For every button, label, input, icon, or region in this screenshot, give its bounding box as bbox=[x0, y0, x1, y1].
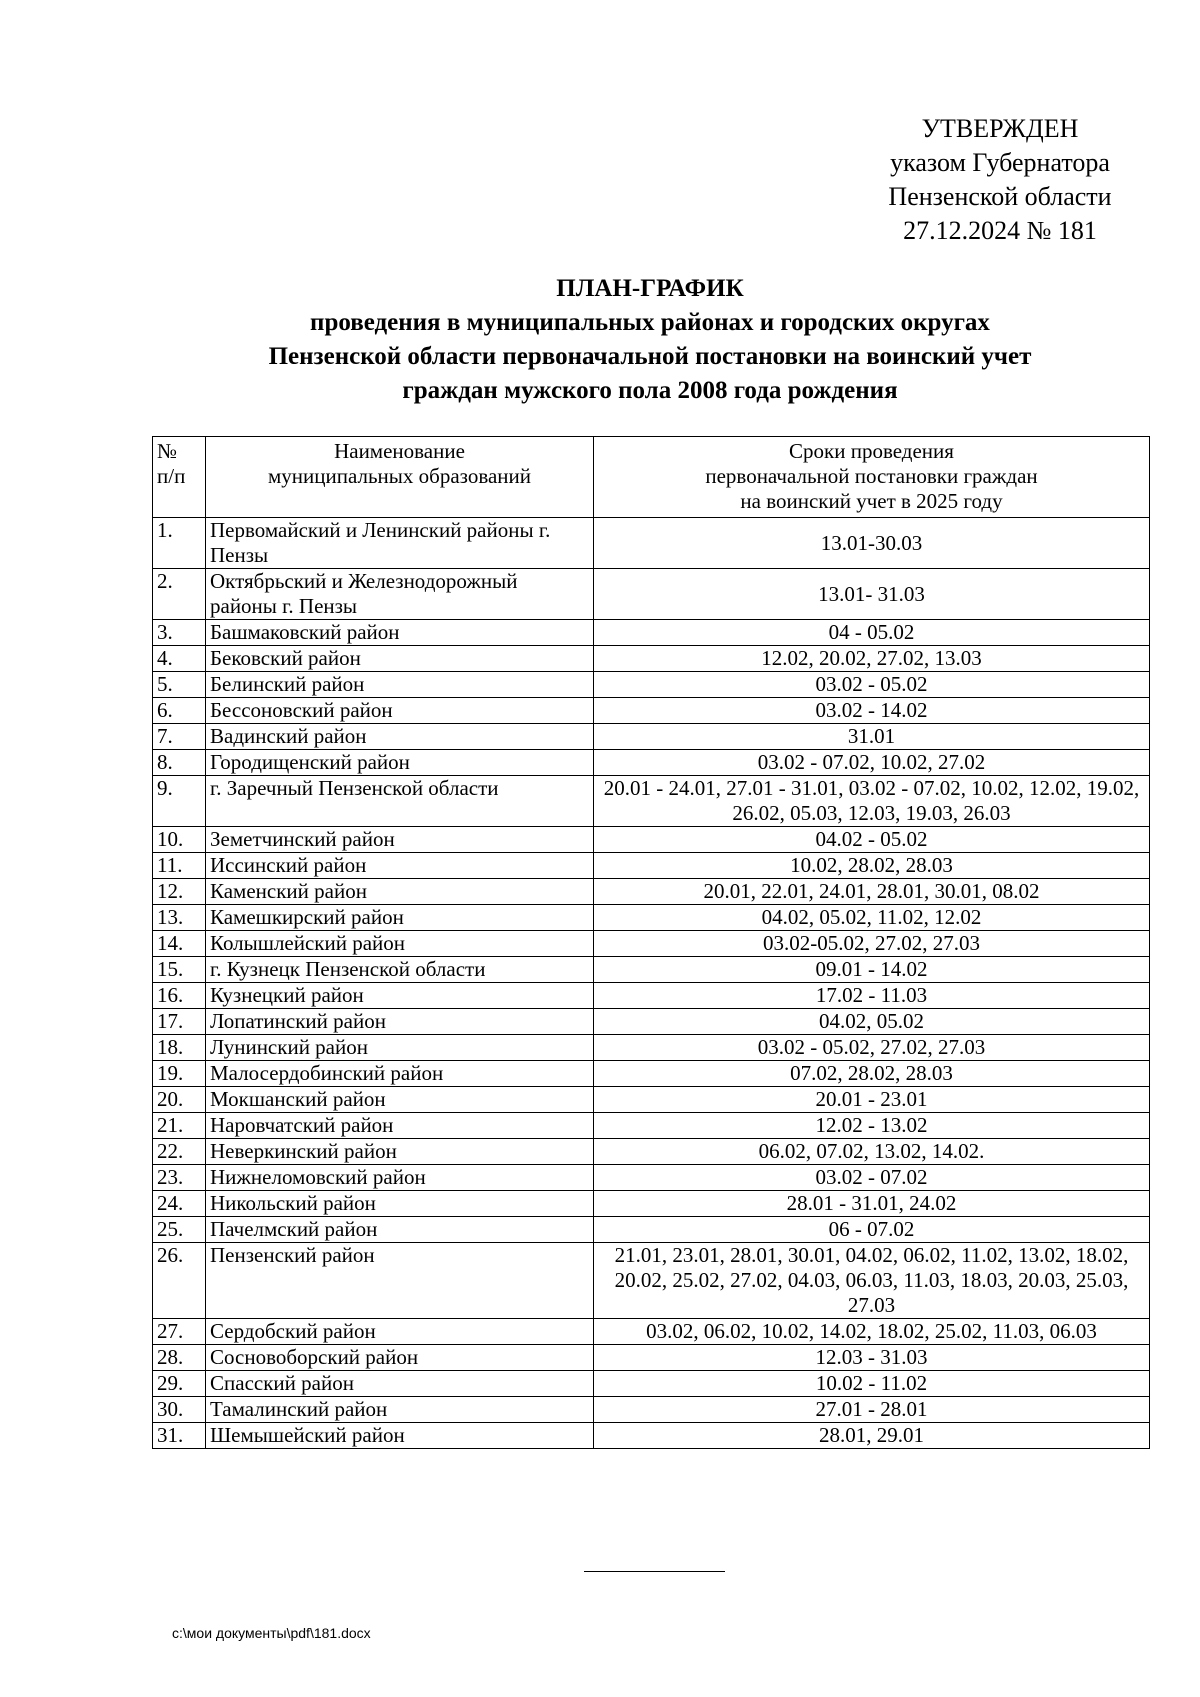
row-municipality: Шемышейский район bbox=[206, 1423, 594, 1449]
row-number: 3. bbox=[153, 620, 206, 646]
row-number: 28. bbox=[153, 1345, 206, 1371]
row-dates: 03.02 - 07.02 bbox=[594, 1165, 1150, 1191]
row-dates: 13.01- 31.03 bbox=[594, 569, 1150, 620]
header-name-line-2: муниципальных образований bbox=[268, 464, 531, 488]
header-dates-line-2: первоначальной постановки граждан bbox=[705, 464, 1038, 488]
row-number: 1. bbox=[153, 518, 206, 569]
row-dates: 07.02, 28.02, 28.03 bbox=[594, 1061, 1150, 1087]
table-row bbox=[153, 879, 1150, 905]
row-number: 7. bbox=[153, 724, 206, 750]
row-dates: 10.02, 28.02, 28.03 bbox=[594, 853, 1150, 879]
row-number: 18. bbox=[153, 1035, 206, 1061]
header-dates bbox=[594, 437, 1150, 518]
row-municipality: г. Заречный Пензенской области bbox=[206, 776, 594, 827]
table-row bbox=[153, 1009, 1150, 1035]
table-row bbox=[153, 827, 1150, 853]
table-row bbox=[153, 776, 1150, 827]
row-municipality: Наровчатский район bbox=[206, 1113, 594, 1139]
row-dates: 04.02, 05.02 bbox=[594, 1009, 1150, 1035]
table-row bbox=[153, 1217, 1150, 1243]
row-municipality: Малосердобинский район bbox=[206, 1061, 594, 1087]
row-municipality: Тамалинский район bbox=[206, 1397, 594, 1423]
row-municipality: Каменский район bbox=[206, 879, 594, 905]
table-row bbox=[153, 1397, 1150, 1423]
row-number: 6. bbox=[153, 698, 206, 724]
approval-date-number: 27.12.2024 № 181 bbox=[903, 216, 1097, 245]
row-dates: 04.02, 05.02, 11.02, 12.02 bbox=[594, 905, 1150, 931]
table-row bbox=[153, 724, 1150, 750]
title-line-3: Пензенской области первоначальной постановки на воинский учет bbox=[268, 343, 1032, 370]
row-municipality: г. Кузнецк Пензенской области bbox=[206, 957, 594, 983]
table-row bbox=[153, 698, 1150, 724]
row-number: 20. bbox=[153, 1087, 206, 1113]
row-municipality: Первомайский и Ленинский районы г. Пензы bbox=[206, 518, 594, 569]
row-municipality: Неверкинский район bbox=[206, 1139, 594, 1165]
table-row bbox=[153, 646, 1150, 672]
title-line-1: ПЛАН-ГРАФИК bbox=[556, 275, 744, 302]
table-row bbox=[153, 1345, 1150, 1371]
schedule-table bbox=[152, 436, 1150, 1449]
row-municipality: Городищенский район bbox=[206, 750, 594, 776]
row-municipality: Кузнецкий район bbox=[206, 983, 594, 1009]
row-dates: 20.01 - 23.01 bbox=[594, 1087, 1150, 1113]
table-row bbox=[153, 569, 1150, 620]
table-row bbox=[153, 750, 1150, 776]
table-row bbox=[153, 1191, 1150, 1217]
row-dates: 12.02 - 13.02 bbox=[594, 1113, 1150, 1139]
row-dates: 03.02 - 07.02, 10.02, 27.02 bbox=[594, 750, 1150, 776]
row-dates: 27.01 - 28.01 bbox=[594, 1397, 1150, 1423]
row-municipality: Никольский район bbox=[206, 1191, 594, 1217]
row-municipality: Сосновоборский район bbox=[206, 1345, 594, 1371]
row-number: 29. bbox=[153, 1371, 206, 1397]
row-municipality: Колышлейский район bbox=[206, 931, 594, 957]
row-dates: 12.02, 20.02, 27.02, 13.03 bbox=[594, 646, 1150, 672]
table-row bbox=[153, 1371, 1150, 1397]
table-row bbox=[153, 853, 1150, 879]
row-number: 30. bbox=[153, 1397, 206, 1423]
row-number: 21. bbox=[153, 1113, 206, 1139]
row-dates: 17.02 - 11.03 bbox=[594, 983, 1150, 1009]
header-name-line-1: Наименование bbox=[334, 439, 465, 463]
row-dates: 06.02, 07.02, 13.02, 14.02. bbox=[594, 1139, 1150, 1165]
row-dates: 04.02 - 05.02 bbox=[594, 827, 1150, 853]
table-row bbox=[153, 518, 1150, 569]
row-dates: 04 - 05.02 bbox=[594, 620, 1150, 646]
table-header-row bbox=[153, 437, 1150, 518]
row-number: 26. bbox=[153, 1243, 206, 1319]
row-number: 5. bbox=[153, 672, 206, 698]
table-row bbox=[153, 672, 1150, 698]
row-dates: 20.01, 22.01, 24.01, 28.01, 30.01, 08.02 bbox=[594, 879, 1150, 905]
header-dates-line-3: на воинский учет в 2025 году bbox=[740, 489, 1003, 513]
table-row bbox=[153, 957, 1150, 983]
table-row bbox=[153, 1165, 1150, 1191]
row-dates: 12.03 - 31.03 bbox=[594, 1345, 1150, 1371]
row-municipality: Лопатинский район bbox=[206, 1009, 594, 1035]
row-number: 31. bbox=[153, 1423, 206, 1449]
row-dates: 03.02 - 14.02 bbox=[594, 698, 1150, 724]
row-dates: 31.01 bbox=[594, 724, 1150, 750]
row-number: 13. bbox=[153, 905, 206, 931]
row-number: 8. bbox=[153, 750, 206, 776]
document-title bbox=[150, 272, 1150, 408]
row-number: 9. bbox=[153, 776, 206, 827]
row-dates: 10.02 - 11.02 bbox=[594, 1371, 1150, 1397]
row-municipality: Пачелмский район bbox=[206, 1217, 594, 1243]
row-municipality: Сердобский район bbox=[206, 1319, 594, 1345]
row-dates: 09.01 - 14.02 bbox=[594, 957, 1150, 983]
approval-stamp bbox=[870, 112, 1130, 248]
row-dates: 20.01 - 24.01, 27.01 - 31.01, 03.02 - 07.02, 10.02, 12.02, 19.02, 26.02, 05.03, 12.03, 19.03, 26.03 bbox=[594, 776, 1150, 827]
row-municipality: Нижнеломовский район bbox=[206, 1165, 594, 1191]
row-municipality: Бековский район bbox=[206, 646, 594, 672]
row-municipality: Иссинский район bbox=[206, 853, 594, 879]
row-number: 25. bbox=[153, 1217, 206, 1243]
row-municipality: Октябрьский и Железнодорожный районы г. Пензы bbox=[206, 569, 594, 620]
row-number: 10. bbox=[153, 827, 206, 853]
row-number: 14. bbox=[153, 931, 206, 957]
row-dates: 28.01, 29.01 bbox=[594, 1423, 1150, 1449]
header-number-line-1: № bbox=[157, 439, 178, 463]
row-dates: 28.01 - 31.01, 24.02 bbox=[594, 1191, 1150, 1217]
approval-region: Пензенской области bbox=[888, 182, 1112, 211]
table-row bbox=[153, 1035, 1150, 1061]
row-number: 11. bbox=[153, 853, 206, 879]
footer-file-path: c:\мои документы\pdf\181.docx bbox=[172, 1625, 371, 1641]
row-dates: 03.02 - 05.02, 27.02, 27.03 bbox=[594, 1035, 1150, 1061]
row-municipality: Башмаковский район bbox=[206, 620, 594, 646]
row-dates: 03.02-05.02, 27.02, 27.03 bbox=[594, 931, 1150, 957]
row-number: 22. bbox=[153, 1139, 206, 1165]
row-number: 12. bbox=[153, 879, 206, 905]
row-dates: 06 - 07.02 bbox=[594, 1217, 1150, 1243]
table-row bbox=[153, 1243, 1150, 1319]
row-municipality: Камешкирский район bbox=[206, 905, 594, 931]
table-row bbox=[153, 1087, 1150, 1113]
table-row bbox=[153, 931, 1150, 957]
approval-heading: УТВЕРЖДЕН bbox=[921, 114, 1079, 143]
row-number: 16. bbox=[153, 983, 206, 1009]
header-name bbox=[206, 437, 594, 518]
table-row bbox=[153, 1423, 1150, 1449]
header-number bbox=[153, 437, 206, 518]
row-dates: 21.01, 23.01, 28.01, 30.01, 04.02, 06.02, 11.02, 13.02, 18.02, 20.02, 25.02, 27.02, 04.03, 06.03, 11.03, 18.03, 20.03, 25.03, 27.03 bbox=[594, 1243, 1150, 1319]
row-dates: 13.01-30.03 bbox=[594, 518, 1150, 569]
header-number-line-2: п/п bbox=[157, 464, 186, 488]
row-dates: 03.02 - 05.02 bbox=[594, 672, 1150, 698]
header-dates-line-1: Сроки проведения bbox=[789, 439, 954, 463]
row-municipality: Мокшанский район bbox=[206, 1087, 594, 1113]
row-municipality: Лунинский район bbox=[206, 1035, 594, 1061]
row-municipality: Бессоновский район bbox=[206, 698, 594, 724]
row-municipality: Вадинский район bbox=[206, 724, 594, 750]
row-number: 27. bbox=[153, 1319, 206, 1345]
table-row bbox=[153, 1139, 1150, 1165]
row-municipality: Белинский район bbox=[206, 672, 594, 698]
end-of-table-rule bbox=[584, 1571, 725, 1572]
title-line-2: проведения в муниципальных районах и городских округах bbox=[310, 309, 990, 336]
approval-decree: указом Губернатора bbox=[890, 148, 1110, 177]
row-dates: 03.02, 06.02, 10.02, 14.02, 18.02, 25.02, 11.03, 06.03 bbox=[594, 1319, 1150, 1345]
row-municipality: Спасский район bbox=[206, 1371, 594, 1397]
table-row bbox=[153, 905, 1150, 931]
row-number: 23. bbox=[153, 1165, 206, 1191]
row-number: 4. bbox=[153, 646, 206, 672]
row-number: 17. bbox=[153, 1009, 206, 1035]
row-municipality: Земетчинский район bbox=[206, 827, 594, 853]
table-row bbox=[153, 1319, 1150, 1345]
row-number: 19. bbox=[153, 1061, 206, 1087]
row-number: 15. bbox=[153, 957, 206, 983]
table-row bbox=[153, 1061, 1150, 1087]
table-row bbox=[153, 983, 1150, 1009]
table-row bbox=[153, 1113, 1150, 1139]
title-line-4: граждан мужского пола 2008 года рождения bbox=[402, 377, 898, 404]
row-number: 24. bbox=[153, 1191, 206, 1217]
table-row bbox=[153, 620, 1150, 646]
row-number: 2. bbox=[153, 569, 206, 620]
row-municipality: Пензенский район bbox=[206, 1243, 594, 1319]
